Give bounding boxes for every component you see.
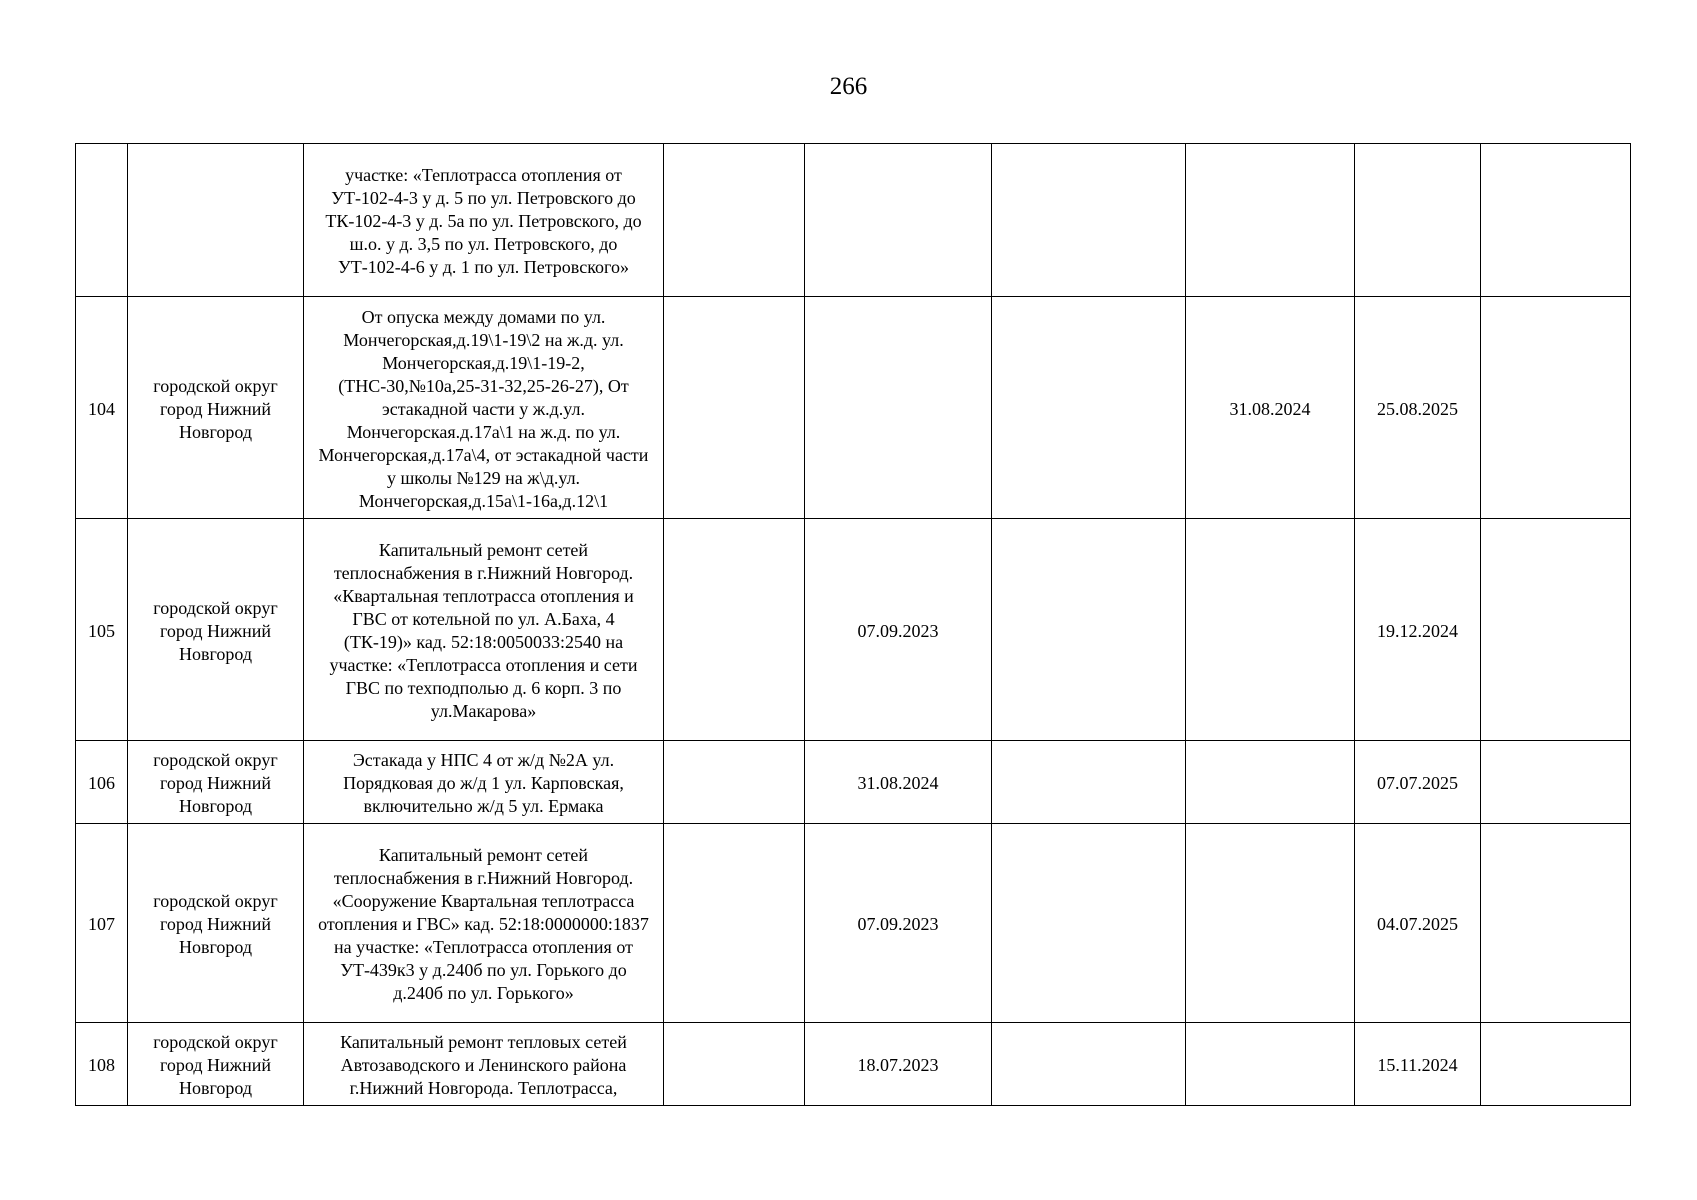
table-row: [76, 519, 1631, 741]
table-row: [76, 741, 1631, 824]
column-8-cell: 19.12.2024: [1355, 519, 1481, 741]
data-table: [75, 143, 1631, 1106]
row-number-cell: 106: [76, 741, 128, 824]
page-number: 266: [829, 73, 868, 100]
column-4-cell: [664, 824, 805, 1023]
municipality-cell: городской округ город Нижний Новгород: [128, 1023, 304, 1106]
column-4-cell: [664, 1023, 805, 1106]
description-cell: Капитальный ремонт тепловых сетей Автозаводского и Ленинского района г.Нижний Новгорода. Теплотрасса,: [304, 1023, 664, 1106]
column-6-cell: [992, 824, 1186, 1023]
column-6-cell: [992, 1023, 1186, 1106]
row-number-cell: 104: [76, 297, 128, 519]
column-6-cell: [992, 519, 1186, 741]
municipality-cell: городской округ город Нижний Новгород: [128, 519, 304, 741]
column-6-cell: [992, 297, 1186, 519]
column-8-cell: 04.07.2025: [1355, 824, 1481, 1023]
row-number-cell: 105: [76, 519, 128, 741]
municipality-cell: городской округ город Нижний Новгород: [128, 297, 304, 519]
table-row: [76, 1023, 1631, 1106]
column-7-cell: [1186, 1023, 1355, 1106]
column-8-cell: 25.08.2025: [1355, 297, 1481, 519]
column-8-cell: [1355, 144, 1481, 297]
column-4-cell: [664, 144, 805, 297]
column-9-cell: [1481, 519, 1631, 741]
table-row: [76, 824, 1631, 1023]
column-9-cell: [1481, 1023, 1631, 1106]
column-5-cell: [805, 297, 992, 519]
column-4-cell: [664, 519, 805, 741]
column-7-cell: [1186, 741, 1355, 824]
municipality-cell: городской округ город Нижний Новгород: [128, 824, 304, 1023]
column-9-cell: [1481, 741, 1631, 824]
column-6-cell: [992, 144, 1186, 297]
column-8-cell: 07.07.2025: [1355, 741, 1481, 824]
column-4-cell: [664, 297, 805, 519]
municipality-cell: городской округ город Нижний Новгород: [128, 741, 304, 824]
column-9-cell: [1481, 824, 1631, 1023]
column-7-cell: [1186, 824, 1355, 1023]
column-5-cell: 31.08.2024: [805, 741, 992, 824]
column-6-cell: [992, 741, 1186, 824]
column-5-cell: [805, 144, 992, 297]
table-row: [76, 297, 1631, 519]
column-7-cell: [1186, 144, 1355, 297]
column-8-cell: 15.11.2024: [1355, 1023, 1481, 1106]
column-9-cell: [1481, 144, 1631, 297]
column-7-cell: 31.08.2024: [1186, 297, 1355, 519]
municipality-cell: [128, 144, 304, 297]
column-9-cell: [1481, 297, 1631, 519]
row-number-cell: 108: [76, 1023, 128, 1106]
description-cell: Эстакада у НПС 4 от ж/д №2А ул. Порядковая до ж/д 1 ул. Карповская, включительно ж/д 5 ул. Ермака: [304, 741, 664, 824]
row-number-cell: [76, 144, 128, 297]
column-7-cell: [1186, 519, 1355, 741]
description-cell: Капитальный ремонт сетей теплоснабжения в г.Нижний Новгород. «Сооружение Квартальная теплотрасса отопления и ГВС» кад. 52:18:0000000:1837 на участке: «Теплотрасса отопления от УТ-439к3 у д.240б по ул. Горького до д.240б по ул. Горького»: [304, 824, 664, 1023]
description-cell: От опуска между домами по ул. Мончегорская,д.19\1-19\2 на ж.д. ул. Мончегорская,д.19\1-19-2, (ТНС-30,№10а,25-31-32,25-26-27), От эстакадной части у ж.д.ул. Мончегорская.д.17а\1 на ж.д. по ул. Мончегорская,д.17а\4, от эстакадной части у школы №129 на ж\д.ул. Мончегорская,д.15а\1-16а,д.12\1: [304, 297, 664, 519]
column-5-cell: 18.07.2023: [805, 1023, 992, 1106]
column-4-cell: [664, 741, 805, 824]
table-row: [76, 144, 1631, 297]
row-number-cell: 107: [76, 824, 128, 1023]
column-5-cell: 07.09.2023: [805, 824, 992, 1023]
description-cell: участке: «Теплотрасса отопления от УТ-102-4-3 у д. 5 по ул. Петровского до ТК-102-4-3 у д. 5а по ул. Петровского, до ш.о. у д. 3,5 по ул. Петровского, до УТ-102-4-6 у д. 1 по ул. Петровского»: [304, 144, 664, 297]
column-5-cell: 07.09.2023: [805, 519, 992, 741]
description-cell: Капитальный ремонт сетей теплоснабжения в г.Нижний Новгород. «Квартальная теплотрасса отопления и ГВС от котельной по ул. А.Баха, 4 (ТК-19)» кад. 52:18:0050033:2540 на участке: «Теплотрасса отопления и сети ГВС по техподполью д. 6 корп. 3 по ул.Макарова»: [304, 519, 664, 741]
